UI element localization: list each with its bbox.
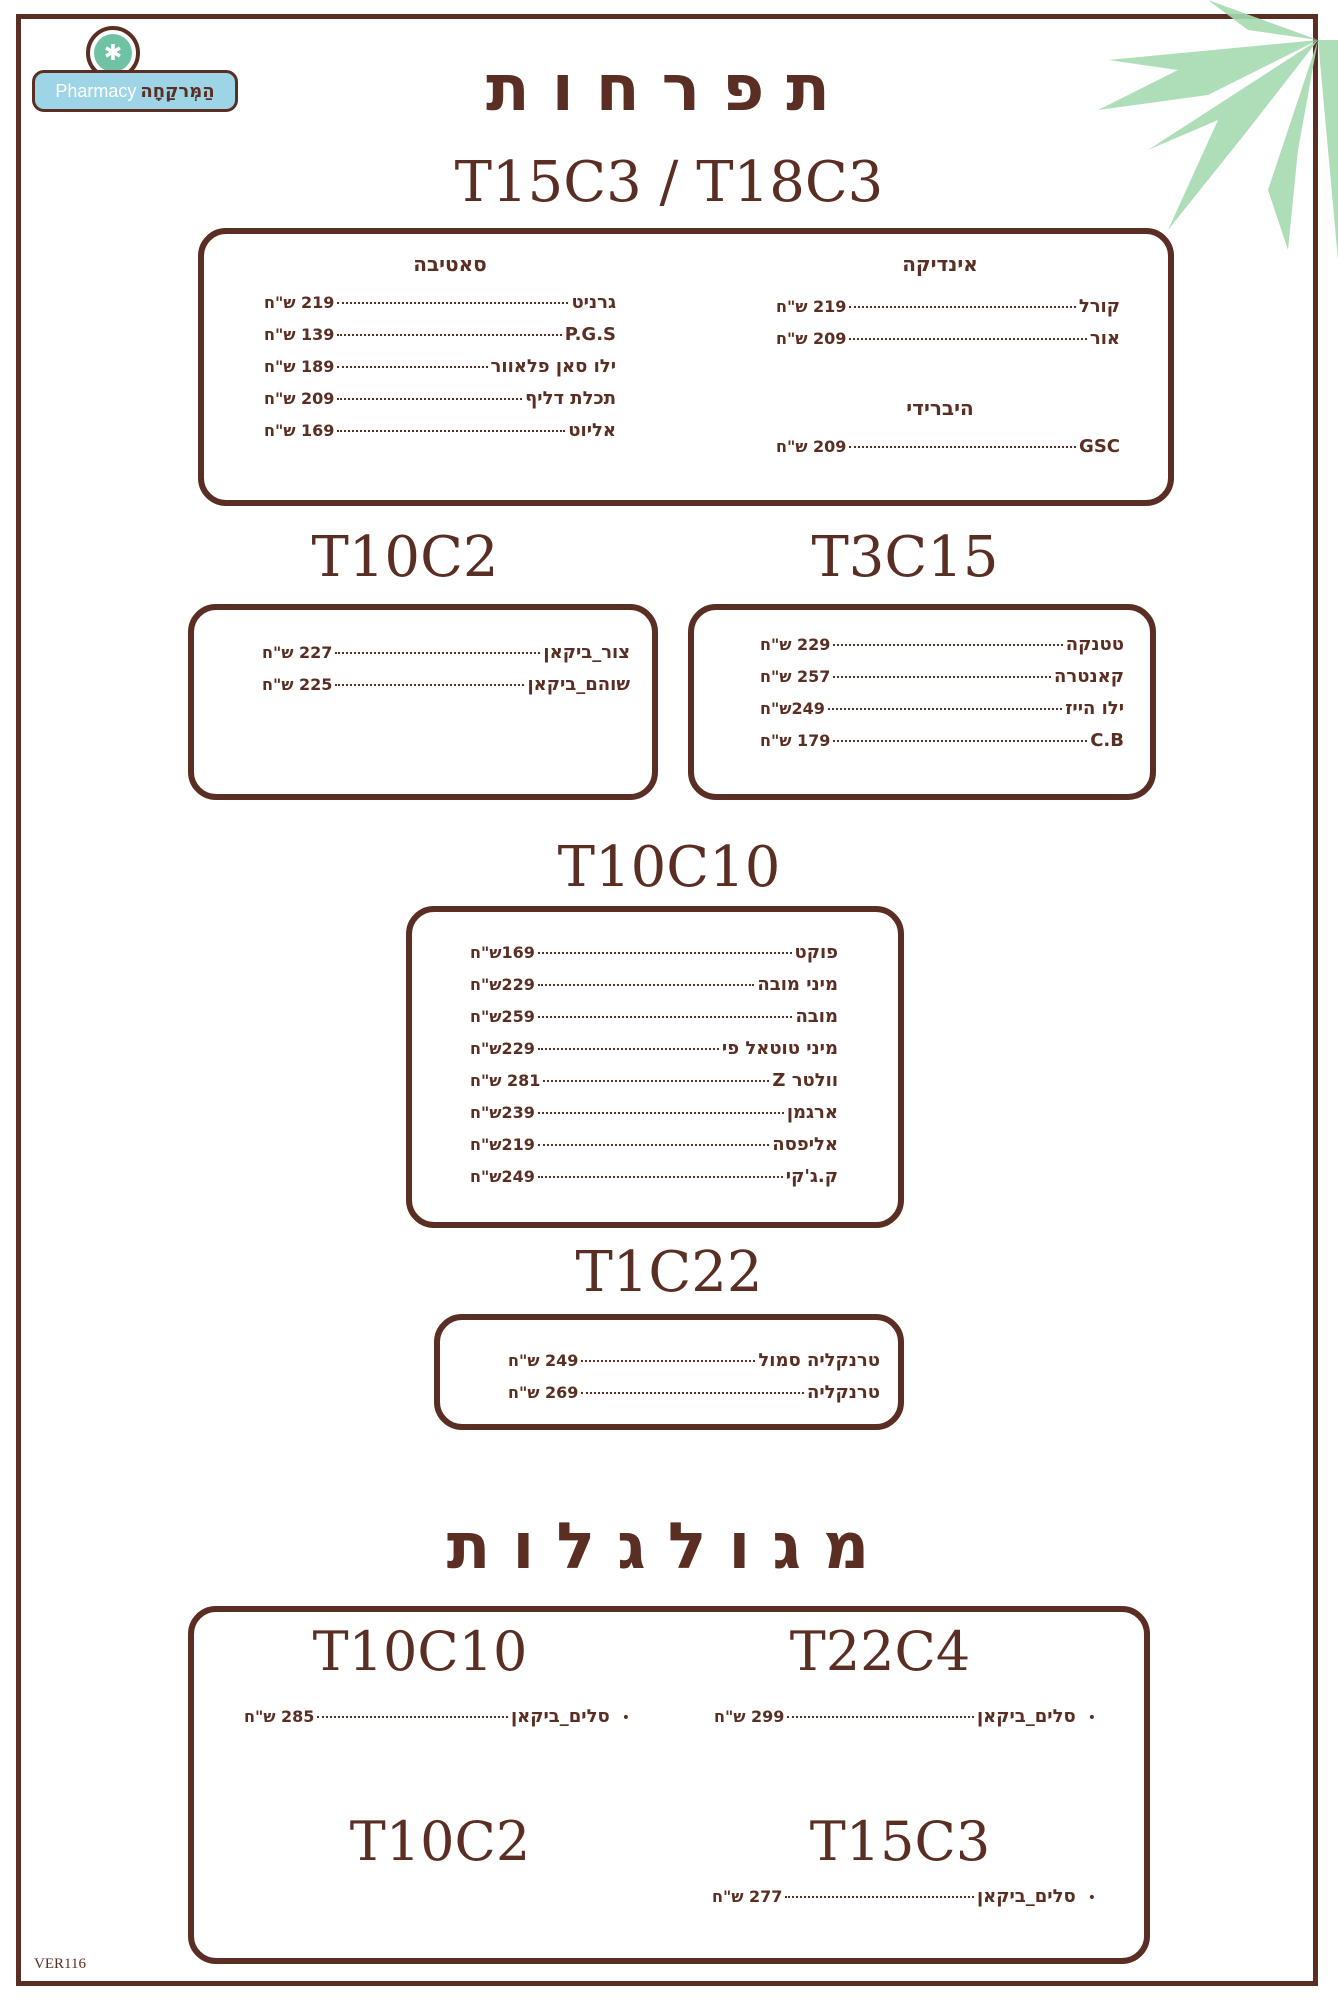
list-item: טרנקליה 269 ש"ח bbox=[508, 1382, 880, 1403]
list-item: • סלים_ביקאן 277 ש"ח bbox=[712, 1886, 1096, 1907]
list-item: • סלים_ביקאן 299 ש"ח bbox=[714, 1706, 1096, 1727]
list-item: ק.ג'קי 249ש"ח bbox=[470, 1166, 838, 1187]
subheading-hybrid: היברידי bbox=[906, 396, 974, 420]
rolls-title-t10c10: T10C10 bbox=[312, 1620, 528, 1683]
list-item: • סלים_ביקאן 285 ש"ח bbox=[244, 1706, 630, 1727]
list-item: GSC 209 ש"ח bbox=[776, 436, 1120, 457]
list-item: קורל 219 ש"ח bbox=[776, 296, 1120, 317]
medical-star-icon: ✱ bbox=[94, 34, 132, 72]
rolls-title-t22c4: T22C4 bbox=[789, 1620, 971, 1683]
heading-flowers: תפרחות bbox=[486, 52, 852, 126]
list-item: מיני מובה 229ש"ח bbox=[470, 974, 838, 995]
list-item: וולטר Z 281 ש"ח bbox=[470, 1070, 838, 1091]
list-item: מובה 259ש"ח bbox=[470, 1006, 838, 1027]
version-label: VER116 bbox=[34, 1956, 86, 1972]
list-item: טרנקליה סמול 249 ש"ח bbox=[508, 1350, 880, 1371]
category-title-t15c3: T15C3 / T18C3 bbox=[454, 150, 884, 215]
category-title-t3c15: T3C15 bbox=[811, 525, 999, 590]
list-item: מיני טוטאל פי 229ש"ח bbox=[470, 1038, 838, 1059]
list-item: ארגמן 239ש"ח bbox=[470, 1102, 838, 1123]
category-title-t1c22: T1C22 bbox=[575, 1240, 763, 1305]
subheading-sativa: סאטיבה bbox=[413, 252, 487, 276]
list-item: ילו סאן פלאוור 189 ש"ח bbox=[264, 356, 616, 377]
list-item: אליפסה 219ש"ח bbox=[470, 1134, 838, 1155]
list-item: תכלת דליף 209 ש"ח bbox=[264, 388, 616, 409]
list-item: P.G.S 139 ש"ח bbox=[264, 324, 616, 345]
subheading-indica: אינדיקה bbox=[902, 252, 978, 276]
list-item: גרניט 219 ש"ח bbox=[264, 292, 616, 313]
list-item: שוהם_ביקאן 225 ש"ח bbox=[262, 674, 630, 695]
menu-box-t10c2 bbox=[188, 604, 658, 800]
category-title-t10c2: T10C2 bbox=[311, 525, 499, 590]
rolls-title-t15c3: T15C3 bbox=[809, 1810, 991, 1873]
list-item: ילו הייז 249ש"ח bbox=[760, 698, 1124, 719]
list-item: אליוט 169 ש"ח bbox=[264, 420, 616, 441]
heading-rolls: מגולגלות bbox=[446, 1510, 892, 1584]
list-item: אור 209 ש"ח bbox=[776, 328, 1120, 349]
logo-text-en: Pharmacy bbox=[55, 80, 137, 101]
category-title-t10c10: T10C10 bbox=[557, 835, 781, 900]
list-item: טטנקה 229 ש"ח bbox=[760, 634, 1124, 655]
list-item: C.B 179 ש"ח bbox=[760, 730, 1124, 751]
rolls-title-t10c2: T10C2 bbox=[349, 1810, 531, 1873]
list-item: צור_ביקאן 227 ש"ח bbox=[262, 642, 630, 663]
list-item: קאנטרה 257 ש"ח bbox=[760, 666, 1124, 687]
list-item: פוקט 169ש"ח bbox=[470, 942, 838, 963]
logo-text-he: הַמְּרקַחָה bbox=[140, 80, 215, 102]
